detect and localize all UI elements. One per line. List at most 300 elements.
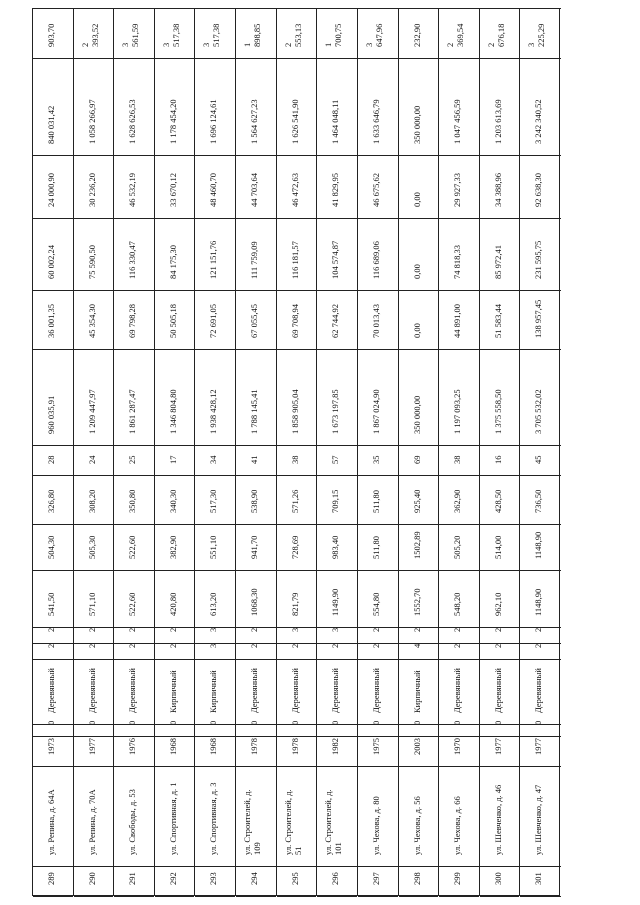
cell-text: 3 [208,643,219,648]
cell-text: 393,52 [89,23,100,47]
cell-text: 104 574,87 [330,240,341,279]
cell-c6 [317,628,357,644]
cell-c13 [74,219,114,291]
cell-text: 1 673 197,85 [330,388,341,434]
cell-text: 225,29 [536,23,547,47]
cell-text: 1 464 048,11 [330,99,341,144]
cell-text: 24 000,90 [46,172,56,207]
cell-text: 0 [411,720,422,725]
cell-c6 [399,628,439,644]
cell-c9 [195,476,235,525]
cell-text: Деревянный [452,667,463,713]
cell-text: 291 [127,871,138,885]
cell-text: 941,70 [249,535,260,559]
cell-c10 [236,446,276,476]
cell-text: 517,30 [208,489,219,513]
cell-c11 [520,350,561,446]
cell-text: 709,15 [330,489,341,513]
cell-text: 46 532,19 [127,172,138,207]
cell-c7 [277,571,317,628]
cell-text: 511,80 [370,535,381,559]
cell-text: 3 705 532,02 [533,388,544,434]
cell-c8 [74,525,114,571]
cell-c5 [33,644,73,660]
cell-year [399,737,439,767]
cell-text: 41 829,95 [330,172,341,207]
cell-text: 2 [330,643,341,648]
cell-text: 29 927,33 [452,172,463,207]
cell-text: 420,80 [167,592,178,616]
cell-dash [155,720,195,737]
cell-text: 613,20 [208,592,219,616]
cell-text: 2 [46,627,56,632]
cell-text: 16 [492,455,503,464]
cell-c11 [439,350,479,446]
cell-text: 62 744,92 [330,303,341,338]
cell-text: 75 590,50 [86,244,97,279]
rotated-table [32,8,560,896]
cell-text: 1975 [370,737,381,755]
cell-mat [114,660,154,725]
cell-text: 44 703,64 [249,172,260,207]
cell-c6 [439,628,479,644]
cell-text: 3 [289,627,300,632]
cell-year [358,737,398,767]
cell-addr [74,767,114,867]
cell-c14 [155,156,195,219]
cell-text: 1148,90 [533,588,544,616]
cell-text: 46 675,62 [370,172,381,207]
cell-text: Кирпичный [167,669,178,713]
cell-text: 1982 [330,737,341,755]
cell-text: 299 [452,871,463,885]
cell-addr [33,767,73,867]
cell-text: 3 [363,42,374,47]
cell-c10 [155,446,195,476]
cell-c17 [520,0,561,9]
cell-c14 [520,156,561,219]
cell-text: 2 [282,42,293,47]
cell-text: 2 [370,627,381,632]
cell-text: ул. Строителей, д. [323,788,334,855]
cell-c15 [399,59,439,156]
cell-text: 571,10 [86,592,97,616]
cell-text: 1 346 804,80 [167,388,178,434]
table-row [520,9,561,895]
cell-c17 [358,0,398,9]
cell-c9 [277,476,317,525]
cell-text: 1 861 287,47 [127,388,138,434]
cell-dash [33,720,73,737]
cell-c6 [236,628,276,644]
cell-c10 [277,446,317,476]
cell-text: 3 [330,627,341,632]
cell-c10 [114,446,154,476]
table-row [480,9,521,895]
cell-c7 [358,571,398,628]
cell-c10 [399,446,439,476]
cell-c11 [195,350,235,446]
cell-c7 [155,571,195,628]
cell-c8 [358,525,398,571]
cell-text: 290 [86,871,97,885]
cell-text: 51 583,44 [492,303,503,338]
cell-text: 50 505,18 [167,303,178,338]
cell-text: 0 [330,720,341,725]
cell-c7 [520,571,561,628]
cell-text: 2 [127,643,138,648]
cell-c16 [155,9,195,59]
cell-text: 36 001,35 [46,303,56,338]
cell-text: 504,30 [46,535,56,559]
cell-text: 17 [167,455,178,464]
cell-c7 [74,571,114,628]
cell-year [74,737,114,767]
cell-text: Деревянный [330,667,341,713]
cell-addr [114,767,154,867]
cell-c13 [155,219,195,291]
cell-text: 2 [445,42,456,47]
cell-text: 962,10 [492,592,503,616]
cell-c9 [74,476,114,525]
cell-c11 [277,350,317,446]
cell-c9 [236,476,276,525]
cell-c8 [277,525,317,571]
cell-no [195,867,235,897]
cell-text: 2 [289,643,300,648]
cell-text: 51 [292,846,303,855]
cell-c14 [317,156,357,219]
cell-no [520,867,561,897]
cell-text: Деревянный [370,667,381,713]
cell-dash [114,720,154,737]
cell-text: 2 [167,627,178,632]
cell-c13 [114,219,154,291]
cell-text: ул. Чехова, д. 56 [411,795,422,855]
cell-text: 72 691,05 [208,303,219,338]
cell-text: 0 [289,720,300,725]
cell-text: 33 670,12 [167,172,178,207]
cell-c6 [74,628,114,644]
cell-c17 [277,0,317,9]
cell-c6 [33,628,73,644]
cell-text: 0 [46,720,56,725]
cell-addr [439,767,479,867]
cell-text: ул. Строителей, д. [242,788,253,855]
cell-c15 [277,59,317,156]
cell-mat [195,660,235,725]
cell-text: 69 [411,455,422,464]
cell-text: 340,30 [167,489,178,513]
table-row [114,9,155,895]
cell-mat [155,660,195,725]
cell-text: 1 628 626,53 [127,98,138,144]
cell-c14 [236,156,276,219]
cell-c7 [480,571,520,628]
cell-text: 1 209 447,97 [86,388,97,434]
cell-text: 2 [533,643,544,648]
cell-c8 [33,525,73,571]
cell-c9 [33,476,73,525]
cell-c7 [399,571,439,628]
cell-text: 24 [86,455,97,464]
cell-text: ул. Строителей, д. [282,788,293,855]
cell-text: 1552,70 [411,587,422,616]
cell-c9 [155,476,195,525]
table-row [399,9,440,895]
cell-addr [480,767,520,867]
cell-c12 [33,291,73,350]
cell-text: 2 [249,643,260,648]
cell-c8 [480,525,520,571]
cell-no [236,867,276,897]
cell-no [317,867,357,897]
cell-text: Деревянный [249,667,260,713]
cell-text: 4 [411,643,422,648]
cell-c8 [236,525,276,571]
cell-c16 [317,9,357,59]
table-row [439,9,480,895]
cell-c14 [114,156,154,219]
cell-c11 [480,350,520,446]
cell-c14 [74,156,114,219]
cell-c17 [33,0,73,9]
cell-text: 232,90 [411,23,422,47]
cell-c10 [195,446,235,476]
cell-c12 [358,291,398,350]
cell-c13 [399,219,439,291]
cell-text: 1149,90 [330,588,341,616]
cell-text: 111 759,09 [249,240,260,279]
cell-c6 [358,628,398,644]
cell-addr [317,767,357,867]
cell-dash [520,720,561,737]
cell-text: 541,50 [46,592,56,616]
cell-text: 2 [452,627,463,632]
cell-mat [74,660,114,725]
cell-c16 [358,9,398,59]
cell-c15 [520,59,561,156]
cell-text: 2 [86,627,97,632]
cell-text: 1977 [492,737,503,755]
cell-text: 84 175,30 [167,244,178,279]
cell-c8 [195,525,235,571]
cell-c12 [236,291,276,350]
cell-c12 [317,291,357,350]
cell-c11 [399,350,439,446]
cell-text: 0 [208,720,219,725]
cell-text: 92 638,30 [533,172,544,207]
cell-c12 [74,291,114,350]
cell-text: 903,70 [46,23,56,47]
cell-c16 [480,9,520,59]
cell-c11 [358,350,398,446]
cell-text: 308,20 [86,489,97,513]
cell-c9 [358,476,398,525]
cell-no [480,867,520,897]
cell-text: 3 [160,42,171,47]
cell-c15 [439,59,479,156]
cell-c8 [317,525,357,571]
cell-c15 [114,59,154,156]
cell-text: 517,38 [170,23,181,47]
cell-text: 74 818,33 [452,244,463,279]
cell-c12 [520,291,561,350]
table-row [33,9,74,895]
cell-addr [155,767,195,867]
cell-c5 [155,644,195,660]
cell-dash [195,720,235,737]
cell-c10 [358,446,398,476]
cell-c17 [74,0,114,9]
cell-text: 30 236,20 [86,172,97,207]
cell-text: 2003 [411,737,422,755]
cell-text: 0 [452,720,463,725]
cell-text: 553,13 [292,23,303,47]
table-row [74,9,115,895]
cell-c13 [195,219,235,291]
cell-text: 0 [492,720,503,725]
cell-text: 728,69 [289,535,300,559]
cell-c16 [277,9,317,59]
cell-text: 301 [533,871,544,885]
cell-text: 898,85 [252,23,263,47]
cell-text: 2 [46,643,56,648]
cell-mat [358,660,398,725]
cell-text: ул. Чехова, д. 66 [452,795,463,855]
cell-text: 2 [492,627,503,632]
cell-text: Деревянный [46,667,56,713]
cell-text: 292 [167,871,178,885]
cell-c14 [439,156,479,219]
cell-text: 382,90 [167,535,178,559]
cell-c12 [480,291,520,350]
table-row [236,9,277,895]
cell-c11 [317,350,357,446]
cell-text: 294 [249,871,260,885]
cell-text: 1978 [249,737,260,755]
cell-c14 [33,156,73,219]
cell-c13 [480,219,520,291]
cell-text: 70 013,43 [370,303,381,338]
cell-c9 [480,476,520,525]
cell-text: 736,50 [533,489,544,513]
cell-c9 [317,476,357,525]
cell-text: 548,20 [452,592,463,616]
cell-text: 2 [127,627,138,632]
cell-c12 [195,291,235,350]
cell-text: 561,59 [130,23,141,47]
cell-c15 [317,59,357,156]
cell-text: 1 [242,42,253,47]
cell-text: 1 058 266,97 [86,98,97,144]
cell-text: 34 [208,455,219,464]
cell-c6 [114,628,154,644]
cell-text: 295 [289,871,300,885]
cell-text: 3 [201,42,212,47]
cell-text: 551,10 [208,535,219,559]
cell-c6 [277,628,317,644]
cell-text: 48 460,70 [208,172,219,207]
cell-text: 2 [249,627,260,632]
cell-c7 [195,571,235,628]
cell-year [520,737,561,767]
cell-text: 700,75 [333,23,344,47]
cell-text: 1968 [167,737,178,755]
cell-text: 1977 [533,737,544,755]
cell-c15 [74,59,114,156]
cell-c9 [439,476,479,525]
cell-c16 [236,9,276,59]
cell-text: 231 595,75 [533,240,544,279]
cell-c15 [33,59,73,156]
cell-c8 [439,525,479,571]
cell-text: 821,79 [289,592,300,616]
cell-text: 1 047 456,59 [452,98,463,144]
cell-text: 983,40 [330,535,341,559]
cell-c14 [277,156,317,219]
cell-text: 45 [533,455,544,464]
cell-text: 1 375 558,50 [492,388,503,434]
cell-text: 2 [370,643,381,648]
cell-c17 [155,0,195,9]
cell-text: 2 [452,643,463,648]
cell-text: 1 867 024,90 [370,388,381,434]
cell-c11 [114,350,154,446]
cell-text: 1068,30 [249,587,260,616]
cell-text: 3 [120,42,131,47]
cell-text: 293 [208,871,219,885]
cell-text: ул. Шевченко, д. 47 [533,784,544,855]
cell-text: 925,40 [411,489,422,513]
cell-text: 116 689,06 [370,240,381,279]
cell-c9 [114,476,154,525]
cell-c13 [33,219,73,291]
table-row [195,9,236,895]
cell-c11 [155,350,195,446]
cell-year [317,737,357,767]
cell-year [277,737,317,767]
cell-year [155,737,195,767]
cell-text: 350 000,00 [411,395,422,434]
cell-addr [277,767,317,867]
cell-text: 38 [289,455,300,464]
cell-c12 [114,291,154,350]
cell-no [33,867,73,897]
cell-text: Деревянный [86,667,97,713]
cell-mat [399,660,439,725]
cell-text: 522,60 [127,535,138,559]
cell-text: 2 [485,42,496,47]
cell-text: 300 [492,871,503,885]
cell-c17 [317,0,357,9]
cell-text: ул. Чехова, д. 80 [370,795,381,855]
cell-text: 350 000,00 [411,105,422,144]
cell-text: 428,50 [492,489,503,513]
table-row [155,9,196,895]
cell-no [74,867,114,897]
cell-c16 [399,9,439,59]
cell-c9 [399,476,439,525]
cell-c6 [520,628,561,644]
cell-text: ул. Спортивная, д. 1 [167,781,178,855]
cell-text: 3 [526,42,537,47]
cell-no [439,867,479,897]
cell-text: 2 [167,643,178,648]
cell-c5 [317,644,357,660]
cell-mat [277,660,317,725]
cell-text: ул. Свободы, д. 53 [127,788,138,855]
